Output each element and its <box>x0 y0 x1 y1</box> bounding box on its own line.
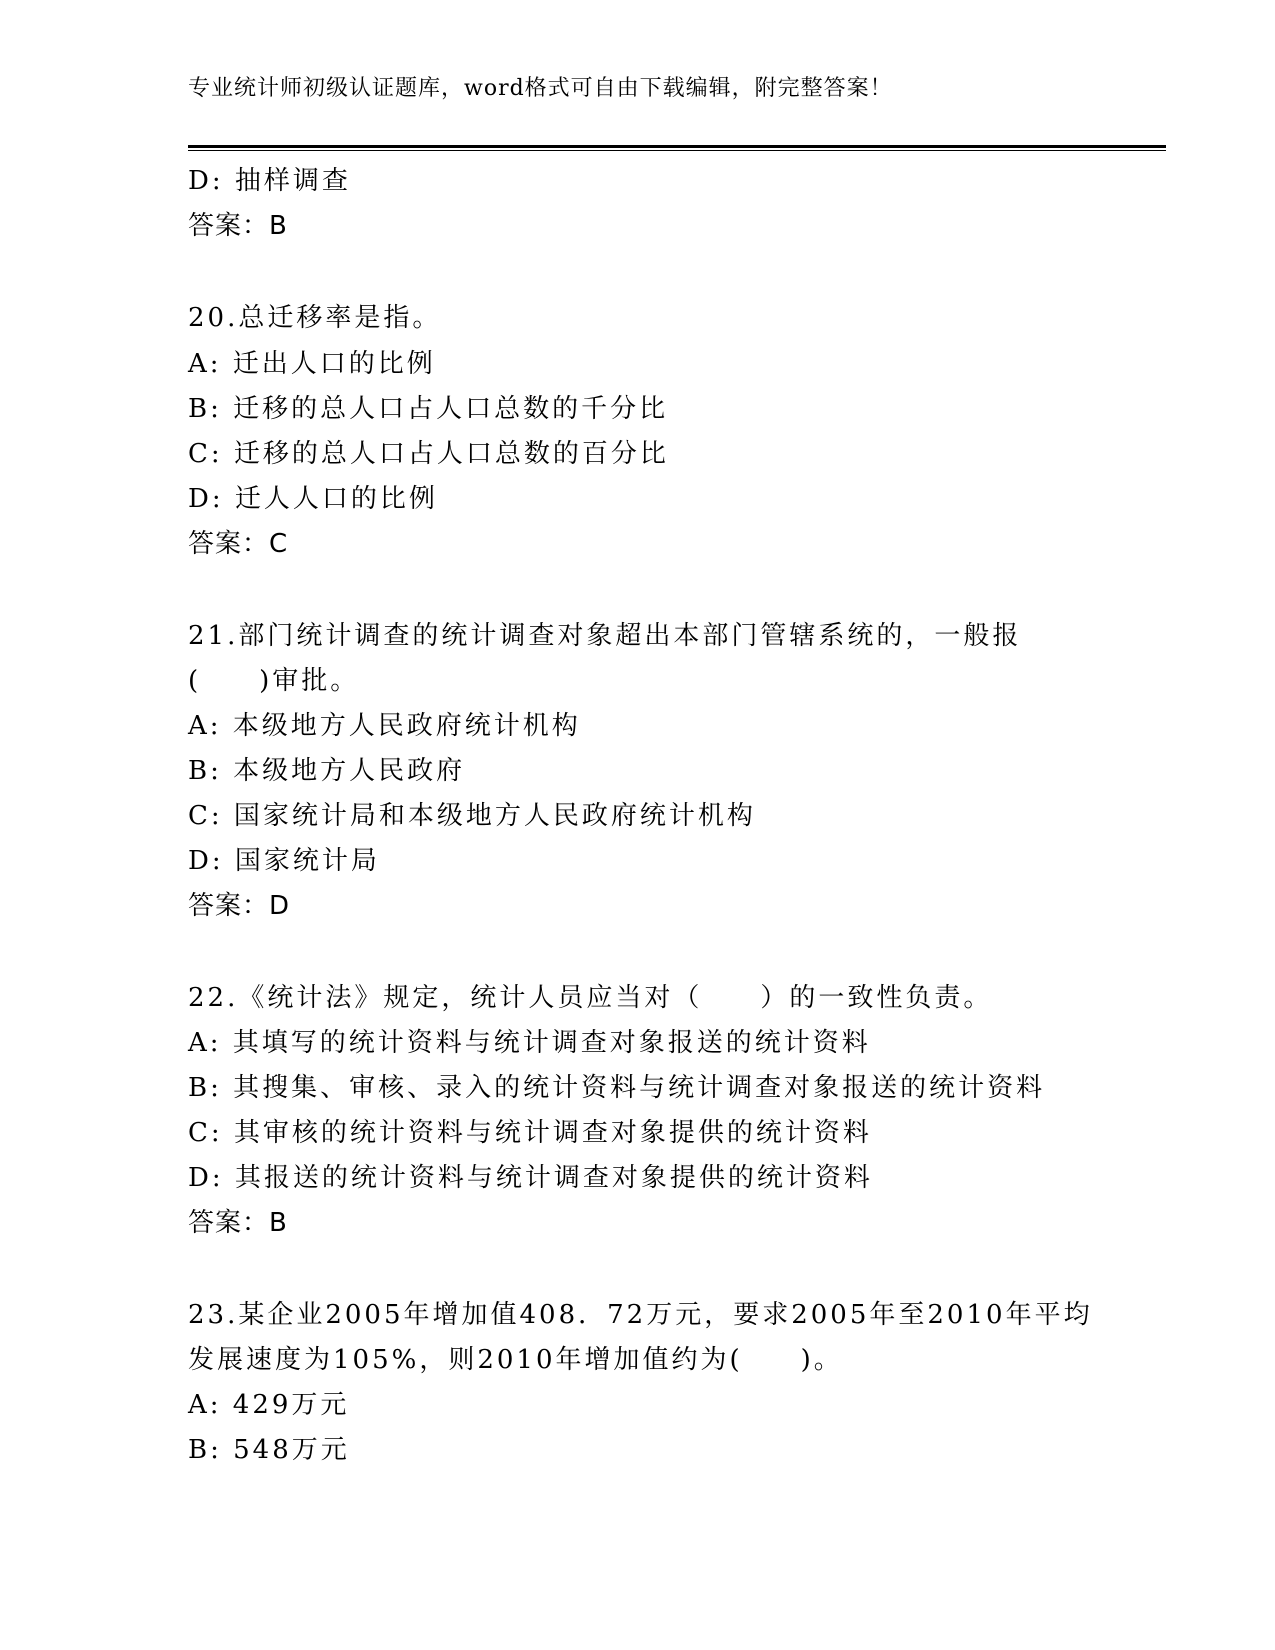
option-line: A: 本级地方人民政府统计机构 <box>188 711 581 741</box>
option-line: A: 迁出人口的比例 <box>188 349 436 379</box>
question-text: 22.《统计法》规定，统计人员应当对（ ）的一致性负责。 <box>188 983 993 1013</box>
answer-line: 答案：C <box>188 529 289 559</box>
answer-line: 答案：B <box>188 211 288 241</box>
option-line: B: 本级地方人民政府 <box>188 756 466 786</box>
question-text: 21.部门统计调查的统计调查对象超出本部门管辖系统的，一般报 <box>188 621 1022 651</box>
page-header: 专业统计师初级认证题库，word格式可自由下载编辑，附完整答案！ <box>188 76 893 101</box>
option-line: D: 迁人人口的比例 <box>188 484 438 514</box>
question-text: 23.某企业2005年增加值408．72万元，要求2005年至2010年平均 <box>188 1300 1093 1330</box>
header-rule <box>188 145 1166 151</box>
answer-line: 答案：B <box>188 1208 288 1238</box>
question-text: ( )审批。 <box>188 666 360 696</box>
option-line: B: 迁移的总人口占人口总数的千分比 <box>188 394 669 424</box>
option-line: A: 429万元 <box>188 1390 350 1420</box>
option-line: B: 其搜集、审核、录入的统计资料与统计调查对象报送的统计资料 <box>188 1073 1046 1103</box>
option-line: C: 国家统计局和本级地方人民政府统计机构 <box>188 801 756 831</box>
option-line: C: 其审核的统计资料与统计调查对象提供的统计资料 <box>188 1118 872 1148</box>
option-line: D: 国家统计局 <box>188 846 380 876</box>
option-line: D: 其报送的统计资料与统计调查对象提供的统计资料 <box>188 1163 873 1193</box>
option-line: C: 迁移的总人口占人口总数的百分比 <box>188 439 669 469</box>
question-text: 发展速度为105%，则2010年增加值约为( )。 <box>188 1345 843 1375</box>
option-line: A: 其填写的统计资料与统计调查对象报送的统计资料 <box>188 1028 871 1058</box>
option-line: B: 548万元 <box>188 1435 350 1465</box>
option-line: D: 抽样调查 <box>188 166 351 196</box>
question-text: 20.总迁移率是指。 <box>188 303 442 333</box>
answer-line: 答案：D <box>188 891 291 921</box>
